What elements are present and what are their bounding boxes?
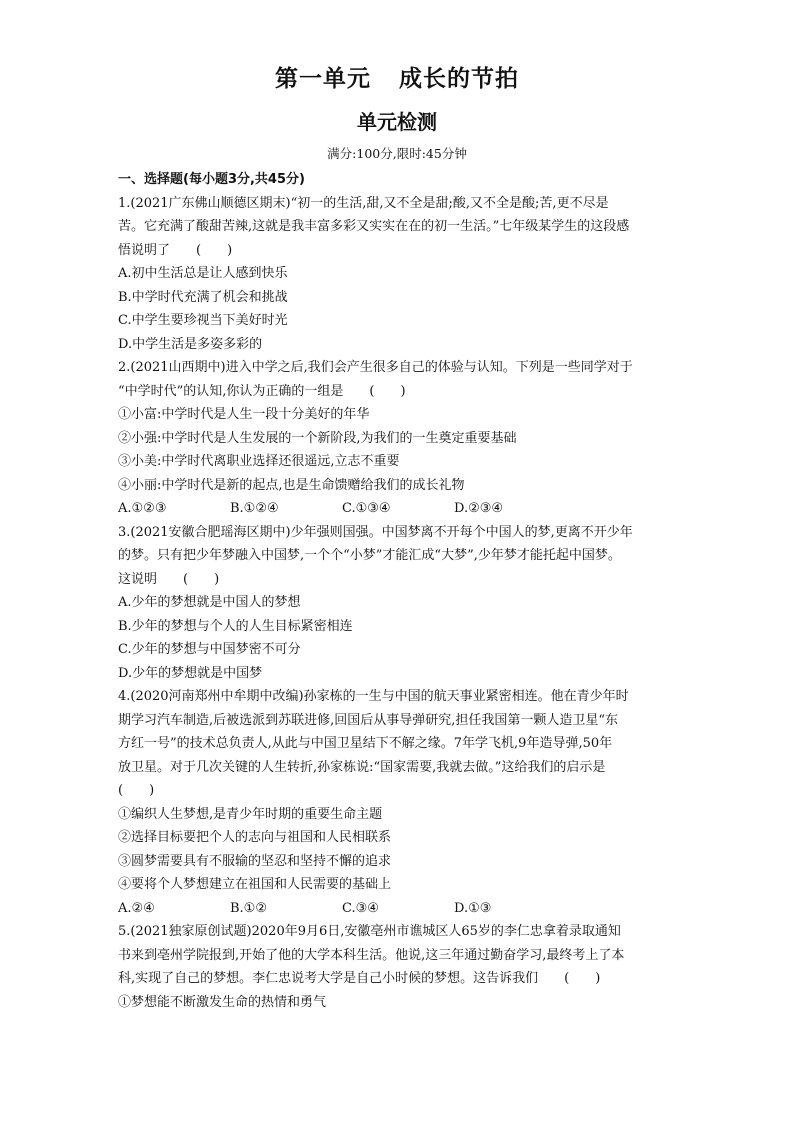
statement-1: ①编织人生梦想,是青少年时期的重要生命主题	[118, 806, 383, 822]
question-1	[118, 192, 678, 357]
option-d: D.②③④	[454, 501, 504, 516]
question-text-line: 1.(2021广东佛山顺德区期末)“初一的生活,甜,又不全是甜;酸,又不全是酸;苦,更不尽是	[118, 195, 609, 211]
statement-3: ③圆梦需要具有不服输的坚忍和坚持不懈的追求	[118, 853, 392, 869]
option-b: B.①②④	[230, 501, 279, 516]
option-a: A.初中生活总是让人感到快乐	[118, 266, 288, 281]
question-text-line: 放卫星。对于几次关键的人生转折,孙家栋说:“国家需要,我就去做。”这给我们的启示是	[118, 759, 606, 775]
question-text-line: 的梦。只有把少年梦融入中国梦,一个个“小梦”才能汇成“大梦”,少年梦才能托起中国梦。	[118, 548, 621, 563]
question-text-line: 4.(2020河南郑州中牟期中改编)孙家栋的一生与中国的航天事业紧密相连。他在青少年时	[118, 689, 629, 704]
option-a: A.少年的梦想就是中国人的梦想	[118, 595, 301, 610]
question-3	[118, 521, 678, 686]
section-heading: 一、选择题(每小题3分,共45分)	[118, 172, 305, 187]
option-c: C.中学生要珍视当下美好时光	[118, 313, 288, 328]
option-c: C.少年的梦想与中国梦密不可分	[118, 642, 301, 657]
statement-2: ②选择目标要把个人的志向与祖国和人民相联系	[118, 830, 392, 845]
score-line: 满分:100分,限时:45分钟	[327, 146, 467, 161]
statement-3: ③小美:中学时代离职业选择还很遥远,立志不重要	[118, 454, 400, 469]
statement-4: ④小丽:中学时代是新的起点,也是生命馈赠给我们的成长礼物	[118, 477, 465, 493]
options-row	[118, 497, 678, 521]
unit-label: 第一单元	[275, 66, 371, 92]
statement-2: ②小强:中学时代是人生发展的一个新阶段,为我们的一生奠定重要基础	[118, 430, 517, 446]
option-d: D.①③	[454, 900, 492, 916]
option-a: A.①②③	[118, 501, 167, 516]
statement-1: ①小富:中学时代是人生一段十分美好的年华	[118, 407, 370, 422]
question-text-line: 5.(2021独家原创试题)2020年9月6日,安徽亳州市谯城区人65岁的李仁忠拿着录取通知	[118, 924, 621, 939]
option-a: A.②④	[118, 900, 155, 916]
question-text-line: 科,实现了自己的梦想。李仁忠说考大学是自己小时候的梦想。这告诉我们 ( )	[118, 971, 601, 986]
statement-1: ①梦想能不断激发生命的热情和勇气	[118, 994, 327, 1010]
question-text-line: 苦。它充满了酸甜苦辣,这就是我丰富多彩又实实在在的初一生活。”七年级某学生的这段感	[118, 219, 630, 234]
option-b: B.中学时代充满了机会和挑战	[118, 289, 288, 305]
option-c: C.③④	[342, 900, 379, 916]
question-text-line: 方红一号”的技术总负责人,从此与中国卫星结下不解之缘。7年学飞机,9年造导弹,50年	[118, 736, 613, 751]
statement-4: ④要将个人梦想建立在祖国和人民需要的基础上	[118, 877, 392, 892]
question-2	[118, 356, 678, 521]
question-body	[118, 168, 678, 1014]
page-subtitle: 单元检测	[357, 110, 437, 134]
question-text-line: 期学习汽车制造,后被选派到苏联进修,回国后从事导弹研究,担任我国第一颗人造卫星“东	[118, 712, 619, 728]
option-d: D.中学生活是多姿多彩的	[118, 336, 263, 352]
question-text-line: ( )	[118, 783, 155, 798]
options-row	[118, 897, 678, 921]
question-text-line: 书来到亳州学院报到,开始了他的大学本科生活。他说,这三年通过勤奋学习,最终考上了本	[118, 947, 625, 963]
question-5	[118, 920, 678, 1014]
unit-title: 成长的节拍	[399, 66, 519, 92]
question-text-line: 悟说明了 ( )	[118, 242, 233, 258]
option-c: C.①③④	[342, 501, 391, 516]
option-b: B.少年的梦想与个人的人生目标紧密相连	[118, 618, 353, 634]
question-text-line: “中学时代”的认知,你认为正确的一组是 ( )	[118, 383, 406, 399]
page-title	[0, 60, 794, 93]
question-text-line: 2.(2021山西期中)进入中学之后,我们会产生很多自己的体验与认知。下列是一些同学对于	[118, 360, 633, 375]
question-text-line: 这说明 ( )	[118, 571, 220, 587]
option-b: B.①②	[230, 900, 267, 916]
question-text-line: 3.(2021安徽合肥瑶海区期中)少年强则国强。中国梦离不开每个中国人的梦,更离不开少年	[118, 524, 633, 540]
option-d: D.少年的梦想就是中国梦	[118, 665, 263, 681]
question-4	[118, 685, 678, 920]
